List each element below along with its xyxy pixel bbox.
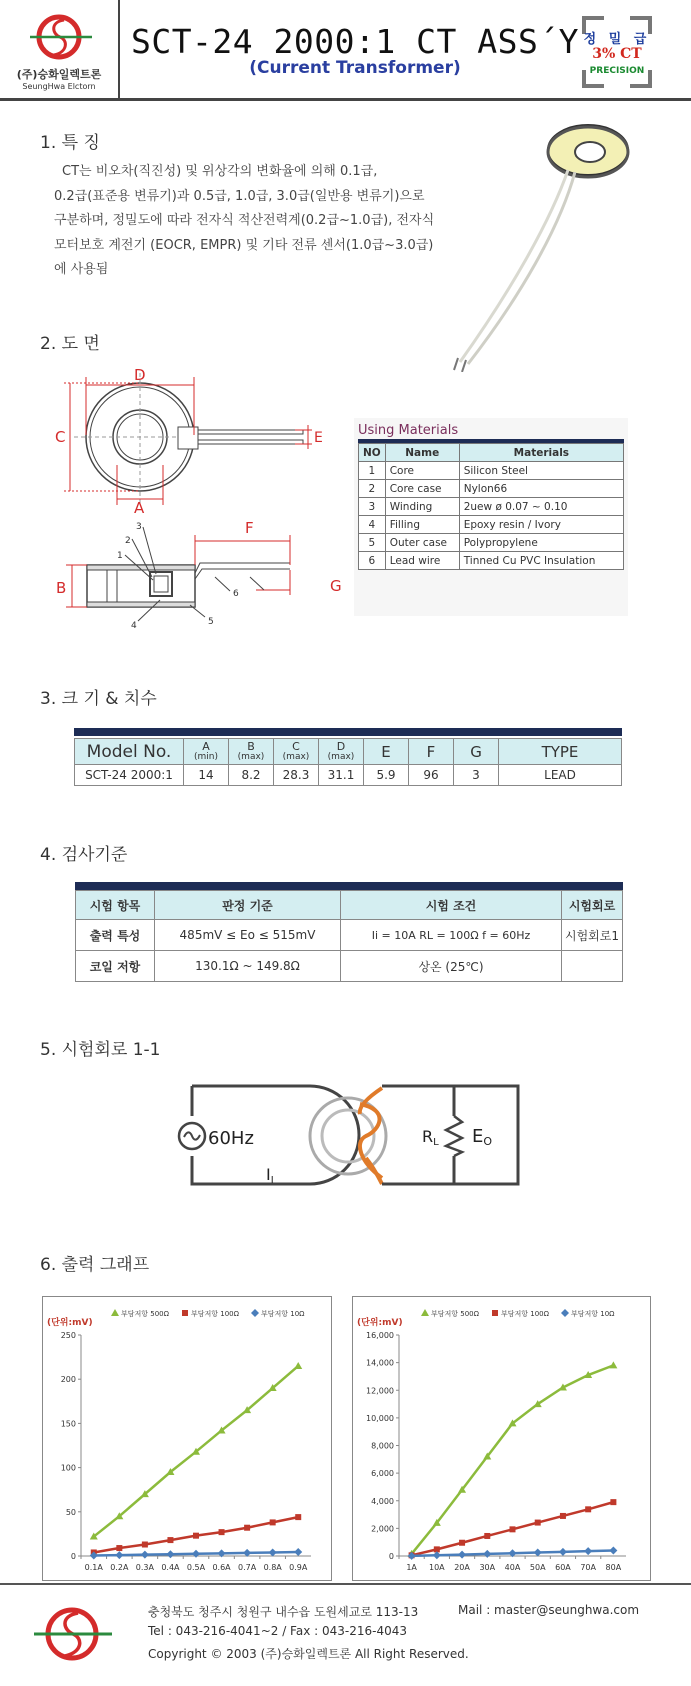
chart-x-tick-label: 10A [429,1563,445,1572]
section1-line: CT는 비오차(직진성) 및 위상각의 변화율에 의해 0.1급, [62,164,378,179]
chart-data-point [295,1514,301,1520]
chart-y-tick-label: 10,000 [366,1413,394,1423]
dim-header-d-sub: (max) [327,751,355,762]
dim-label-b: B [56,579,67,597]
test-header-circuit: 시험회로 [562,891,623,920]
chart-data-point [484,1533,490,1539]
inspection-table [75,890,623,982]
materials-row [359,552,624,570]
section1-line: 0.2급(표준용 변류기)과 0.5급, 1.0급, 3.0급(일반용 변류기)으로 [54,188,425,204]
dim-g: 3 [454,765,499,786]
section3-title: 3. 크 기 & 치수 [40,689,157,709]
inspection-row [76,920,623,951]
company-name-ko: (주)승화일렉트론 [16,68,102,81]
load-resistor-sub: L [433,1137,439,1148]
dim-e: 5.9 [364,765,409,786]
load-resistor-letter: R [422,1127,434,1146]
dim-label-g: G [330,577,342,595]
test-header-condition: 시험 조건 [341,891,562,920]
test-circuit: 시험회로1 [562,920,623,951]
chart-data-point [294,1548,302,1556]
materials-value: Silicon Steel [459,462,623,480]
chart-x-tick-label: 20A [454,1563,470,1572]
chart-data-point [585,1506,591,1512]
chart-x-tick-label: 0.5A [186,1563,206,1572]
product-photo [440,112,640,372]
load-resistor-label [422,1127,439,1148]
materials-row [359,498,624,516]
chart-legend-label: 부담저항 100Ω [501,1310,549,1318]
chart-x-tick-label: 50A [529,1563,546,1572]
materials-value: 2uew ø 0.07 ~ 0.10 [459,498,623,516]
dim-header-d [319,739,364,765]
callout-6: 6 [233,589,239,599]
section2-title: 2. 도 면 [40,334,100,354]
chart-data-point [609,1546,617,1554]
chart-data-point [244,1525,250,1531]
chart-data-point [433,1551,441,1559]
output-chart-low-current [43,1297,331,1580]
materials-no: 1 [359,462,386,480]
section4-title: 4. 검사기준 [40,845,128,865]
footer-address: 충청북도 청주시 청원구 내수읍 도원세교로 113-13 [148,1605,419,1619]
chart-y-tick-label: 50 [65,1507,76,1517]
output-voltage-label [472,1126,492,1148]
dim-c: 28.3 [274,765,319,786]
chart-data-point [610,1499,616,1505]
chart-data-point [142,1542,148,1548]
chart-x-tick-label: 80A [605,1563,622,1572]
materials-title: Using Materials [358,423,459,438]
chart-data-point [510,1526,516,1532]
section1-title: 1. 특 징 [40,133,100,153]
materials-table [358,443,624,570]
chart-series-line [412,1365,614,1554]
callout-2: 2 [125,536,131,546]
chart-x-tick-label: 70A [580,1563,596,1572]
materials-name: Winding [385,498,459,516]
output-voltage-letter: E [472,1126,484,1147]
dim-header-b-sub: (max) [237,751,265,762]
chart-data-point [166,1550,174,1558]
dimension-table-bar [74,728,622,736]
output-chart-high-current [353,1297,650,1580]
chart-data-point [560,1513,566,1519]
chart-data-point [192,1550,200,1558]
materials-header-materials: Materials [459,444,623,462]
badge-line3: PRECISION [589,66,645,76]
test-item: 코일 저항 [76,951,155,982]
section1-text [54,160,454,283]
chart-y-tick-label: 0 [388,1552,394,1561]
dim-a: 14 [184,765,229,786]
chart-data-point [534,1549,542,1557]
materials-header-no: NO [359,444,386,462]
chart-y-tick-label: 250 [60,1331,76,1340]
chart-y-tick-label: 2,000 [371,1524,394,1534]
chart-x-tick-label: 40A [504,1563,521,1572]
chart-data-point [167,1537,173,1543]
materials-value: Epoxy resin / Ivory [459,516,623,534]
chart-data-point [559,1548,567,1556]
chart-y-tick-label: 200 [60,1375,76,1385]
materials-name: Lead wire [385,552,459,570]
test-circuit-diagram [170,1080,530,1192]
dim-header-e: E [364,739,409,765]
chart-legend-marker [251,1309,259,1317]
dim-header-type: TYPE [499,739,622,765]
materials-row [359,462,624,480]
dim-header-c [274,739,319,765]
materials-no: 2 [359,480,386,498]
dim-header-a [184,739,229,765]
chart-frame-right [352,1296,651,1581]
chart-y-tick-label: 150 [60,1419,76,1429]
chart-x-tick-label: 0.3A [135,1563,154,1572]
chart-legend-label: 부담저항 100Ω [191,1310,239,1318]
chart-x-tick-label: 60A [555,1563,571,1572]
chart-x-tick-label: 30A [479,1563,496,1572]
materials-row [359,480,624,498]
dim-d: 31.1 [319,765,364,786]
chart-data-point [535,1520,541,1526]
chart-y-tick-label: 4,000 [371,1496,394,1506]
chart-data-point [193,1533,199,1539]
materials-header-name: Name [385,444,459,462]
test-item: 출력 특성 [76,920,155,951]
chart-data-point [141,1551,149,1559]
dim-model: SCT-24 2000:1 [75,765,184,786]
chart-legend-marker [421,1309,429,1316]
chart-x-tick-label: 0.1A [84,1563,103,1572]
section1-line: 모터보호 계전기 (EOCR, EMPR) 및 기타 전류 센서(1.0급~3.0급) [54,237,434,253]
primary-current-label [266,1165,274,1186]
chart-y-tick-label: 6,000 [371,1469,394,1479]
page-title: SCT-24 2000:1 CT ASS´Y [130,22,580,61]
chart-data-point [459,1540,465,1546]
materials-no: 6 [359,552,386,570]
callout-5: 5 [208,617,214,627]
callout-3: 3 [136,522,142,532]
chart-x-tick-label: 0.9A [289,1563,308,1572]
dim-header-model: Model No. [75,739,184,765]
materials-no: 4 [359,516,386,534]
dimension-drawing [50,365,355,635]
section6-title: 6. 출력 그래프 [40,1255,150,1275]
chart-data-point [609,1361,617,1368]
chart-x-tick-label: 0.6A [212,1563,231,1572]
section5-title: 5. 시험회로 1-1 [40,1040,161,1060]
chart-legend-marker [111,1309,119,1316]
section1-line: 구분하며, 정밀도에 따라 전자식 적산전력계(0.2급~1.0급), 전자식 [54,213,435,228]
footer-logo-icon [28,1600,118,1668]
page-header [0,0,691,101]
test-criteria: 485mV ≤ Eo ≤ 515mV [155,920,341,951]
footer-tel: Tel : 043-216-4041~2 / Fax : 043-216-4043 [148,1624,407,1638]
company-name-en: SeungHwa Elctorn [22,82,96,91]
primary-current-sub: I [270,1175,274,1186]
materials-name: Outer case [385,534,459,552]
chart-legend-marker [492,1310,498,1316]
output-voltage-sub: O [483,1135,493,1148]
chart-x-tick-label: 1A [406,1563,417,1572]
materials-no: 5 [359,534,386,552]
dim-label-a: A [134,499,145,517]
dim-header-a-label: A [202,739,210,753]
chart-data-point [483,1550,491,1558]
dim-f: 96 [409,765,454,786]
chart-y-tick-label: 8,000 [371,1441,394,1451]
chart-y-tick-label: 14,000 [366,1358,394,1368]
inspection-row [76,951,623,982]
chart-x-tick-label: 0.7A [238,1563,257,1572]
chart-data-point [116,1545,122,1551]
chart-y-tick-label: 100 [60,1463,76,1473]
dim-header-a-sub: (min) [194,751,218,762]
test-circuit [562,951,623,982]
chart-legend-label: 부담저항 10Ω [571,1310,615,1318]
footer-copyright: Copyright © 2003 (주)승화일렉트론 All Right Reserved. [148,1647,469,1661]
materials-row [359,516,624,534]
materials-name: Core case [385,480,459,498]
materials-name: Filling [385,516,459,534]
company-logo-icon [26,10,96,66]
footer-mail[interactable]: Mail : master@seunghwa.com [458,1603,640,1617]
dim-label-e: E [314,430,323,446]
test-header-criteria: 판정 기준 [155,891,341,920]
dim-header-b [229,739,274,765]
chart-y-unit-label: (단위:mV) [47,1318,93,1328]
chart-x-tick-label: 0.2A [110,1563,129,1572]
chart-data-point [115,1551,123,1559]
dim-header-g: G [454,739,499,765]
badge-line2: 3% CT [592,46,642,62]
dim-header-c-label: C [292,739,300,753]
dimension-table [74,738,622,786]
chart-data-point [269,1548,277,1556]
callout-1: 1 [117,551,123,561]
dim-header-b-label: B [247,739,255,753]
chart-data-point [270,1519,276,1525]
materials-value: Polypropylene [459,534,623,552]
chart-legend-marker [182,1310,188,1316]
page-subtitle: (Current Transformer) [249,58,461,78]
chart-legend-label: 부담저항 10Ω [261,1310,305,1318]
materials-value: Nylon66 [459,480,623,498]
precision-badge [582,16,652,88]
dim-b: 8.2 [229,765,274,786]
chart-y-unit-label: (단위:mV) [357,1318,403,1328]
materials-name: Core [385,462,459,480]
chart-x-tick-label: 0.4A [161,1563,180,1572]
chart-legend-marker [561,1309,569,1317]
dim-type: LEAD [499,765,622,786]
dimension-row [75,765,622,786]
chart-legend-label: 부담저항 500Ω [121,1310,169,1318]
dim-header-d-label: D [336,739,346,753]
chart-data-point [584,1547,592,1555]
dim-label-d: D [134,366,146,384]
chart-legend-label: 부담저항 500Ω [431,1310,479,1318]
primary-current-letter: I [266,1165,271,1184]
chart-y-tick-label: 12,000 [366,1386,394,1396]
chart-frame-left [42,1296,332,1581]
dim-header-f: F [409,739,454,765]
materials-row [359,534,624,552]
source-label: 60Hz [208,1128,254,1149]
chart-y-tick-label: 0 [70,1552,76,1561]
company-logo-box [0,0,120,98]
test-condition: Ii = 10A RL = 100Ω f = 60Hz [341,920,562,951]
dim-label-c: C [55,428,66,446]
chart-data-point [219,1529,225,1535]
callout-4: 4 [131,621,137,631]
chart-data-point [458,1551,466,1559]
test-table-bar [75,882,623,890]
chart-y-tick-label: 16,000 [366,1331,394,1340]
dim-header-c-sub: (max) [282,751,310,762]
test-header-item: 시험 항목 [76,891,155,920]
test-criteria: 130.1Ω ~ 149.8Ω [155,951,341,982]
dim-label-f: F [245,519,254,537]
materials-value: Tinned Cu PVC Insulation [459,552,623,570]
section1-line: 에 사용됨 [54,262,109,277]
footer-divider [0,1583,691,1585]
badge-line1: 정 밀 급 [583,32,651,47]
chart-x-tick-label: 0.8A [263,1563,282,1572]
materials-no: 3 [359,498,386,516]
chart-data-point [294,1362,302,1369]
test-condition: 상온 (25℃) [341,951,562,982]
